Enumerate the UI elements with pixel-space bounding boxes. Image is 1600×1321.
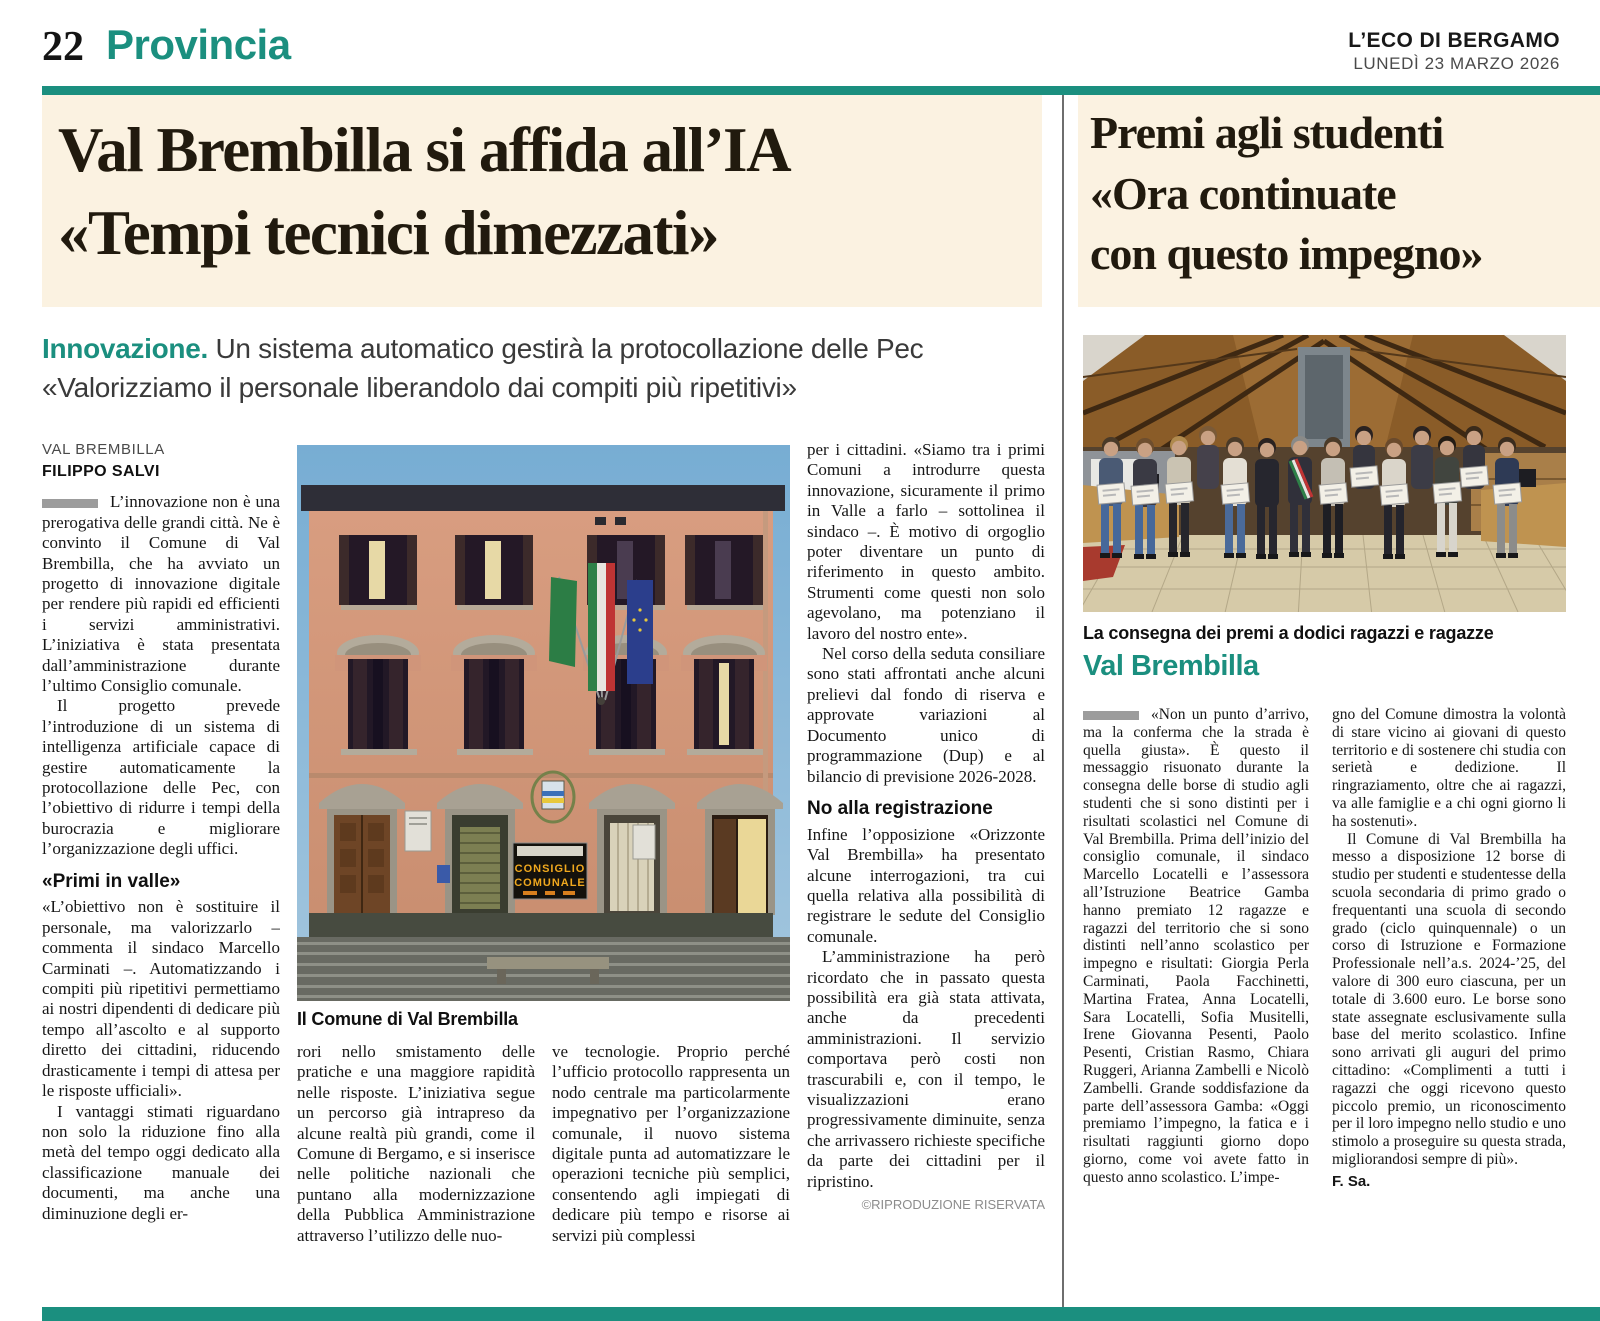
article-paragraph: Il progetto prevede l’introduzione di un sistema di intelligenza artificiale capace di gestire automaticamente la protocollazione delle Pec, con l’obiettivo di ridurre i tempi della burocrazia e migliorare l’organizzazione degli uffici.: [42, 696, 280, 859]
building-photo-illustration: [297, 445, 790, 1001]
main-article-column-2: [297, 1042, 535, 1304]
copyright-notice: ©RIPRODUZIONE RISERVATA: [861, 1197, 1045, 1213]
side-headline: [1090, 103, 1588, 285]
italian-flag: [588, 563, 615, 691]
main-article-column-1: [42, 440, 280, 1304]
article-paragraph: «L’obiettivo non è sostituire il personale, ma valorizzarlo – commenta il sindaco Marcello Carminati –. Automatizzando i compiti più ripetitivi permettiamo ai nostri dipendenti di dedicare più tempo all’ascolto e al supporto diretto dei cittadini, riducendo drasticamente i tempi di attesa per le risposte ufficiali».: [42, 897, 280, 1101]
article-paragraph: Infine l’opposizione «Orizzonte Val Brembilla» ha presentato alcune interrogazioni, tra cui quella relativa alla possibilità di registrare le sedute del Consiglio comunale.: [807, 824, 1045, 946]
location-kicker: VAL BREMBILLA: [42, 441, 165, 458]
certificate: [1460, 466, 1489, 487]
top-rule: [42, 86, 1600, 95]
article-paragraph: ve tecnologie. Proprio perché l’ufficio protocollo rappresenta un nodo centrale ma particolarmente impegnativo per l’organizzazione comunale, il nuovo sistema digitale punta ad automatizzare le operazioni tecniche più semplici, consentendo agli impiegati di dedicare più tempo e risorse ai servizi più complessi: [552, 1042, 790, 1245]
article-subhead: «Primi in valle»: [42, 870, 181, 892]
side-article-column-1: [1083, 706, 1309, 1304]
article-paragraph: «Non un punto d’arrivo, ma la conferma che la strada è quella giusta». È questo il messaggio risuonato durante la consegna delle borse di studio agli studenti che si sono distinti per i risultati scolastici nel Comune di Val Brembilla. Prima dell’inizio del consiglio comunale, il sindaco Marcello Locatelli e l’assessora all’Istruzione Beatrice Gamba hanno premiato 12 ragazze e ragazzi del territorio che si sono distinti nell’anno scolastico per impegno e risultati: Giorgia Perla Carminati, Paola Facchinetti, Martina Fratea, Anna Locatelli, Sara Locatelli, Sofia Musitelli, Irene Giovanna Pesenti, Paolo Pesenti, Cristian Rasmo, Chiara Ruggeri, Arianna Zambelli e Nicolò Zambelli. Grande soddisfazione da parte dell’assessora Gamba: «Oggi premiamo l’impegno, la fatica e i risultati raggiunti giorno dopo giorno, come voi avete fatto in questo anno scolastico. L’impe-: [1083, 706, 1309, 1186]
article-paragraph: rori nello smistamento delle pratiche e una maggiore rapidità nelle risposte. L’iniziativa segue un percorso già intrapreso da alcune realtà più grandi, come il Comune di Bergamo, e si inserisce nelle politiche nazionali che puntano alla modernizzazione della Pubblica Amministrazione attraverso l’utilizzo delle nuo-: [297, 1042, 535, 1245]
main-headline-line1: Val Brembilla si affida all’IA: [58, 115, 791, 185]
masthead-date: LUNEDÌ 23 MARZO 2026: [1353, 54, 1560, 74]
masthead: [1348, 28, 1560, 75]
side-headline-line3: con questo impegno»: [1090, 228, 1483, 280]
article-paragraph: Nel corso della seduta consiliare sono stati affrontati anche alcuni prelievi dal fondo di riserva e approvate variazioni al Documento unico di programmazione (Dup) e al bilancio di previsione 2026-2028.: [807, 644, 1045, 786]
page-number: 22: [42, 24, 84, 70]
standfirst-line2: «Valorizziamo il personale liberandolo dai compiti più ripetitivi»: [42, 371, 797, 403]
article-signature: F. Sa.: [1332, 1172, 1371, 1190]
side-article-column-2: [1332, 706, 1566, 1304]
lead-in-bar: [42, 499, 98, 508]
students-photo-illustration: [1083, 335, 1566, 612]
article-text: [42, 492, 280, 1288]
masthead-title: L’ECO DI BERGAMO: [1348, 29, 1560, 52]
certificate: [1097, 483, 1126, 504]
main-article-column-4: [807, 440, 1045, 1304]
plinth: [309, 913, 773, 937]
main-headline: [58, 109, 1026, 275]
side-section-label: Val Brembilla: [1083, 650, 1259, 682]
lombardy-flag: [549, 577, 577, 667]
article-paragraph: L’innovazione non è una prerogativa delle grandi città. Ne è convinto il Comune di Val Brembilla, che ha avviato un progetto di innovazione digitale per rendere più rapidi ed efficienti i servizi amministrativi. L’iniziativa è stata presentata dall’amministrazione durante l’ultimo Consiglio comunale.: [42, 492, 280, 695]
bottom-rule: [42, 1307, 1600, 1321]
article-paragraph: L’amministrazione ha però ricordato che in passato questa possibilità era già stata attivata, anche da precedenti amministrazioni. Il servizio comportava però costi non trascurabili e, con il tempo, le visualizzazioni erano progressivamente diminuite, senza che arrivassero richieste specifiche da parte dei cittadini per il ripristino.: [807, 947, 1045, 1191]
person: [1197, 426, 1219, 489]
students-photo-caption: La consegna dei premi a dodici ragazzi e ragazze: [1083, 623, 1494, 643]
section-title: Provincia: [106, 21, 291, 68]
students-photo: [1083, 335, 1566, 612]
consiglio-sign-line2: COMUNALE: [514, 877, 586, 889]
main-headline-box: [42, 95, 1042, 307]
consiglio-sign: [513, 843, 587, 899]
main-article-column-3: [552, 1042, 790, 1304]
certificate: [1433, 482, 1462, 503]
article-paragraph: Il Comune di Val Brembilla ha messo a disposizione 12 borse di studio per studenti e studentesse della scuola secondaria di primo grado o frequentanti una scuola di secondo grado (ciclo quinquennale) o un corso di Istruzione e Formazione Professionale nell’a.s. 2024-’25, del valore di 300 euro ciascuna, per un totale di 3.600 euro. Le borse sono state assegnate esclusivamente sulla base del merito scolastico. Infine sono arrivati gli auguri del primo cittadino: «Complimenti a tutti i ragazzi che oggi ricevono questo piccolo premio, un riconoscimento per il loro impegno nello studio e uno stimolo a proseguire su questa strada, migliorandosi sempre di più».: [1332, 830, 1566, 1168]
building-photo-caption: Il Comune di Val Brembilla: [297, 1009, 518, 1029]
standfirst: [42, 330, 1050, 407]
lead-in-bar: [1083, 711, 1139, 720]
building-photo: [297, 445, 790, 1001]
certificate: [1380, 484, 1409, 505]
side-headline-line2: «Ora continuate: [1090, 167, 1396, 219]
person: [1411, 426, 1433, 489]
certificate: [1319, 483, 1348, 504]
article-subhead: No alla registrazione: [807, 797, 993, 819]
main-headline-line2: «Tempi tecnici dimezzati»: [58, 198, 719, 269]
certificate: [1165, 482, 1194, 503]
certificate: [1131, 484, 1160, 505]
certificate: [1493, 483, 1522, 504]
consiglio-sign-line1: CONSIGLIO: [514, 863, 586, 875]
standfirst-kicker: Innovazione.: [42, 333, 208, 364]
article-paragraph: I vantaggi stimati riguardano non solo la riduzione fino alla metà del tempo oggi dedicato alla classificazione manuale dei documenti, ma anche una diminuzione degli er-: [42, 1101, 280, 1223]
article-divider: [1062, 95, 1064, 1307]
standfirst-line1: Un sistema automatico gestirà la protocollazione delle Pec: [215, 333, 924, 364]
article-paragraph: per i cittadini. «Siamo tra i primi Comuni a introdurre questa innovazione, sicuramente il primo in Valle a farlo – sottolinea il sindaco –. È motivo di orgoglio poter diventare un punto di riferimento in questo ambito. Strumenti come questi non solo agevolano, ma potenziano il lavoro del nostro ente».: [807, 440, 1045, 643]
side-headline-box: [1078, 95, 1600, 307]
side-headline-line1: Premi agli studenti: [1090, 107, 1444, 158]
roof-eave: [301, 485, 785, 511]
certificate: [1221, 483, 1250, 504]
byline: FILIPPO SALVI: [42, 462, 160, 480]
article-paragraph: gno del Comune dimostra la volontà di stare vicino ai giovani di questo territorio e di sostenere chi studia con serietà e dedizione. Il ringraziamento, oltre che ai ragazzi, va alle famiglie e a chi ogni giorno li ha sostenuti».: [1332, 706, 1566, 830]
eu-flag: [627, 580, 653, 684]
certificate: [1350, 466, 1379, 487]
